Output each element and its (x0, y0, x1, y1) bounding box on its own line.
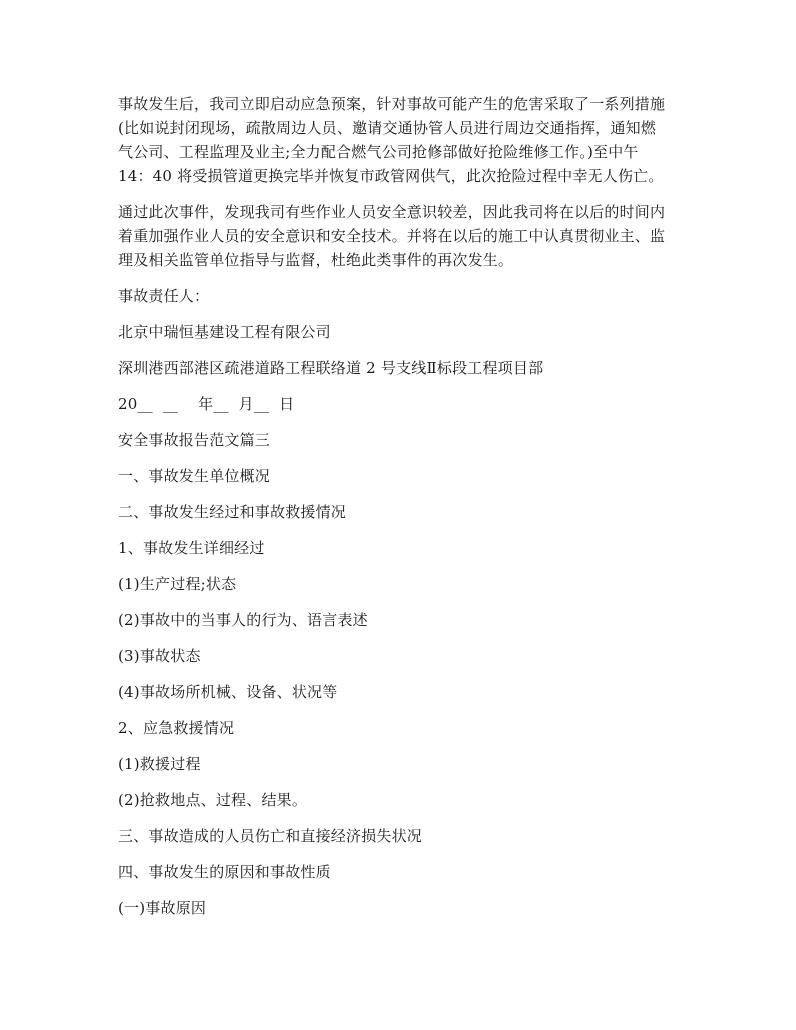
paragraph-lessons-learned (118, 200, 682, 272)
outline-item-11: 三、事故造成的人员伤亡和直接经济损失状况 (118, 827, 423, 845)
responsible-party-label: 事故责任人： (118, 287, 210, 305)
outline-item-9: (1)救援过程 (118, 755, 201, 773)
date-line: 20__ __ 年__ 月__ 日 (118, 395, 295, 413)
text-line: 着重加强作业人员的安全意识和安全技术。并将在以后的施工中认真贯彻业主、监 (118, 227, 666, 245)
document-page (118, 92, 682, 920)
text-line: 14：40 将受损管道更换完毕并恢复市政管网供气，此次抢险过程中幸无人伤亡。 (118, 167, 664, 185)
paragraph-emergency-response (118, 92, 682, 188)
outline-item-2: 二、事故发生经过和事故救援情况 (118, 503, 347, 521)
outline-item-10: (2)抢救地点、过程、结果。 (118, 791, 308, 809)
outline-item-4: (1)生产过程;状态 (118, 575, 237, 593)
article-title: 安全事故报告范文篇三 (118, 431, 271, 449)
outline-item-8: 2、应急救援情况 (118, 719, 235, 737)
text-line: 理及相关监管单位指导与监督，杜绝此类事件的再次发生。 (118, 251, 514, 269)
outline-item-12: 四、事故发生的原因和事故性质 (118, 863, 331, 881)
outline-item-5: (2)事故中的当事人的行为、语言表述 (118, 611, 368, 629)
text-line: (比如说封闭现场，疏散周边人员、邀请交通协管人员进行周边交通指挥，通知燃 (118, 119, 657, 137)
project-department: 深圳港西部港区疏港道路工程联络道 2 号支线Ⅱ标段工程项目部 (118, 359, 544, 377)
text-line: 事故发生后，我司立即启动应急预案，针对事故可能产生的危害采取了一系列措施 (118, 95, 666, 113)
outline-item-7: (4)事故场所机械、设备、状况等 (118, 683, 338, 701)
company-name: 北京中瑞恒基建设工程有限公司 (118, 323, 331, 341)
text-line: 气公司、工程监理及业主;全力配合燃气公司抢修部做好抢险维修工作。)至中午 (118, 143, 639, 161)
outline-item-1: 一、事故发生单位概况 (118, 467, 271, 485)
text-line: 通过此次事件，发现我司有些作业人员安全意识较差，因此我司将在以后的时间内 (118, 203, 666, 221)
outline-item-6: (3)事故状态 (118, 647, 201, 665)
outline-item-3: 1、事故发生详细经过 (118, 539, 265, 557)
outline-item-13: (一)事故原因 (118, 899, 207, 917)
